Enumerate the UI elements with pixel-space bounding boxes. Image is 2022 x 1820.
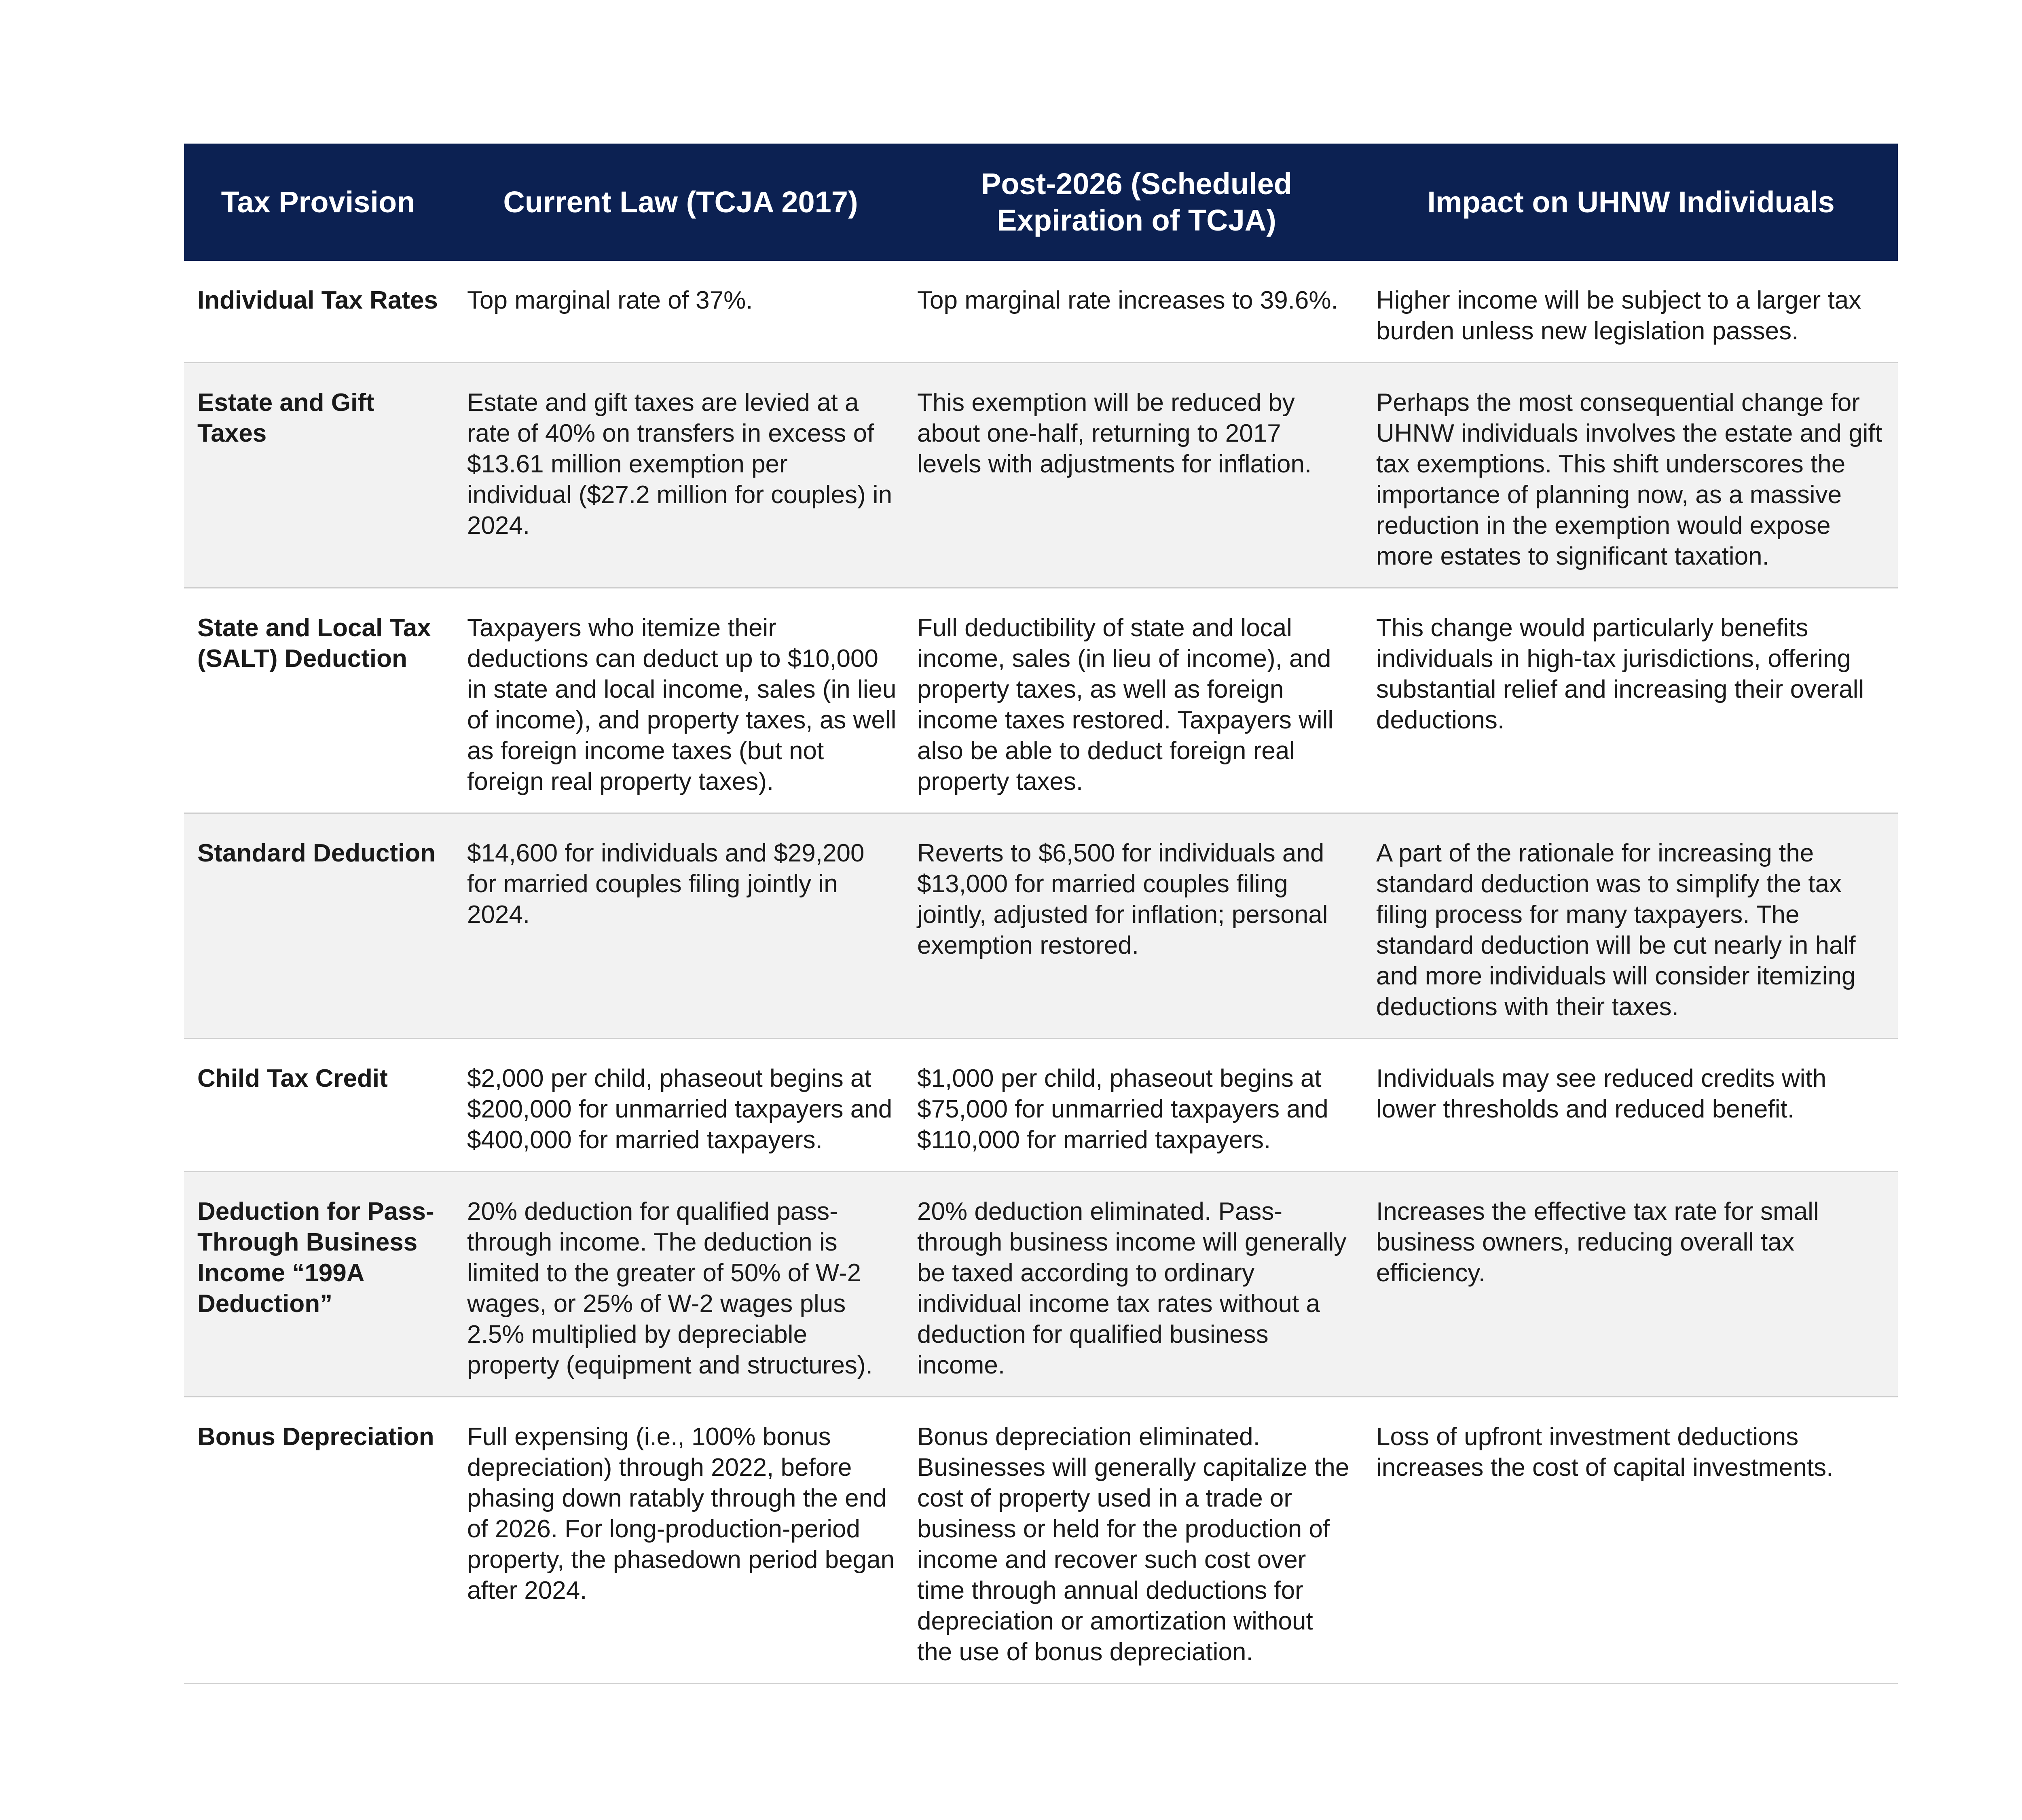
provision-cell: Standard Deduction <box>184 813 452 1039</box>
table-row <box>184 1172 1898 1397</box>
impact-cell: Higher income will be subject to a larger tax burden unless new legislation passes. <box>1364 261 1898 363</box>
impact-cell: Loss of upfront investment deductions increases the cost of capital investments. <box>1364 1397 1898 1684</box>
current-law-cell: Top marginal rate of 37%. <box>452 261 909 363</box>
provision-cell: Child Tax Credit <box>184 1039 452 1172</box>
impact-cell: Perhaps the most consequential change for UHNW individuals involves the estate and gift tax exemptions. This shift underscores the importance of planning now, as a massive reduction in the exemption would expose more estates to significant taxation. <box>1364 363 1898 588</box>
table-header <box>184 144 1898 261</box>
header-post-2026: Post-2026 (Scheduled Expiration of TCJA) <box>981 167 1292 237</box>
provision-cell: Deduction for Pass-Through Business Income “199A Deduction” <box>184 1172 452 1397</box>
current-law-cell: 20% deduction for qualified pass-through income. The deduction is limited to the greater of 50% of W-2 wages, or 25% of W-2 wages plus 2.5% multiplied by depreciable property (equipment and structures). <box>452 1172 909 1397</box>
table-body <box>184 261 1898 1684</box>
current-law-cell: Full expensing (i.e., 100% bonus depreciation) through 2022, before phasing down ratably through the end of 2026. For long-production-period property, the phasedown period began after 2024. <box>452 1397 909 1684</box>
header-row <box>184 144 1898 261</box>
table-row <box>184 261 1898 363</box>
provision-cell: Individual Tax Rates <box>184 261 452 363</box>
impact-cell: Individuals may see reduced credits with lower thresholds and reduced benefit. <box>1364 1039 1898 1172</box>
post-2026-cell: $1,000 per child, phaseout begins at $75,000 for unmarried taxpayers and $110,000 for married taxpayers. <box>909 1039 1364 1172</box>
header-current-law: Current Law (TCJA 2017) <box>503 185 858 219</box>
table-row <box>184 1039 1898 1172</box>
post-2026-cell: Full deductibility of state and local income, sales (in lieu of income), and property taxes, as well as foreign income taxes restored. Taxpayers will also be able to deduct foreign real property taxes. <box>909 588 1364 813</box>
table-row <box>184 813 1898 1039</box>
impact-cell: This change would particularly benefits individuals in high-tax jurisdictions, offering substantial relief and increasing their overall deductions. <box>1364 588 1898 813</box>
current-law-cell: $14,600 for individuals and $29,200 for married couples filing jointly in 2024. <box>452 813 909 1039</box>
post-2026-cell: 20% deduction eliminated. Pass-through business income will generally be taxed according to ordinary individual income tax rates without a deduction for qualified business income. <box>909 1172 1364 1397</box>
provision-cell: Estate and Gift Taxes <box>184 363 452 588</box>
post-2026-cell: Bonus depreciation eliminated. Businesses will generally capitalize the cost of property used in a trade or business or held for the production of income and recover such cost over time through annual deductions for depreciation or amortization without the use of bonus depreciation. <box>909 1397 1364 1684</box>
current-law-cell: Estate and gift taxes are levied at a rate of 40% on transfers in excess of $13.61 million exemption per individual ($27.2 million for couples) in 2024. <box>452 363 909 588</box>
impact-cell: Increases the effective tax rate for small business owners, reducing overall tax efficiency. <box>1364 1172 1898 1397</box>
header-impact: Impact on UHNW Individuals <box>1427 185 1835 219</box>
provision-cell: Bonus Depreciation <box>184 1397 452 1684</box>
current-law-cell: $2,000 per child, phaseout begins at $200,000 for unmarried taxpayers and $400,000 for married taxpayers. <box>452 1039 909 1172</box>
tax-comparison-table <box>184 144 1898 1684</box>
provision-cell: State and Local Tax (SALT) Deduction <box>184 588 452 813</box>
post-2026-cell: This exemption will be reduced by about one-half, returning to 2017 levels with adjustments for inflation. <box>909 363 1364 588</box>
header-tax-provision: Tax Provision <box>221 185 415 219</box>
current-law-cell: Taxpayers who itemize their deductions can deduct up to $10,000 in state and local income, sales (in lieu of income), and property taxes, as well as foreign income taxes (but not foreign real property taxes). <box>452 588 909 813</box>
table-row <box>184 1397 1898 1684</box>
table-row <box>184 363 1898 588</box>
post-2026-cell: Top marginal rate increases to 39.6%. <box>909 261 1364 363</box>
post-2026-cell: Reverts to $6,500 for individuals and $13,000 for married couples filing jointly, adjusted for inflation; personal exemption restored. <box>909 813 1364 1039</box>
table-row <box>184 588 1898 813</box>
impact-cell: A part of the rationale for increasing the standard deduction was to simplify the tax filing process for many taxpayers. The standard deduction will be cut nearly in half and more individuals will consider itemizing deductions with their taxes. <box>1364 813 1898 1039</box>
tax-comparison-table-container <box>184 144 1898 1684</box>
